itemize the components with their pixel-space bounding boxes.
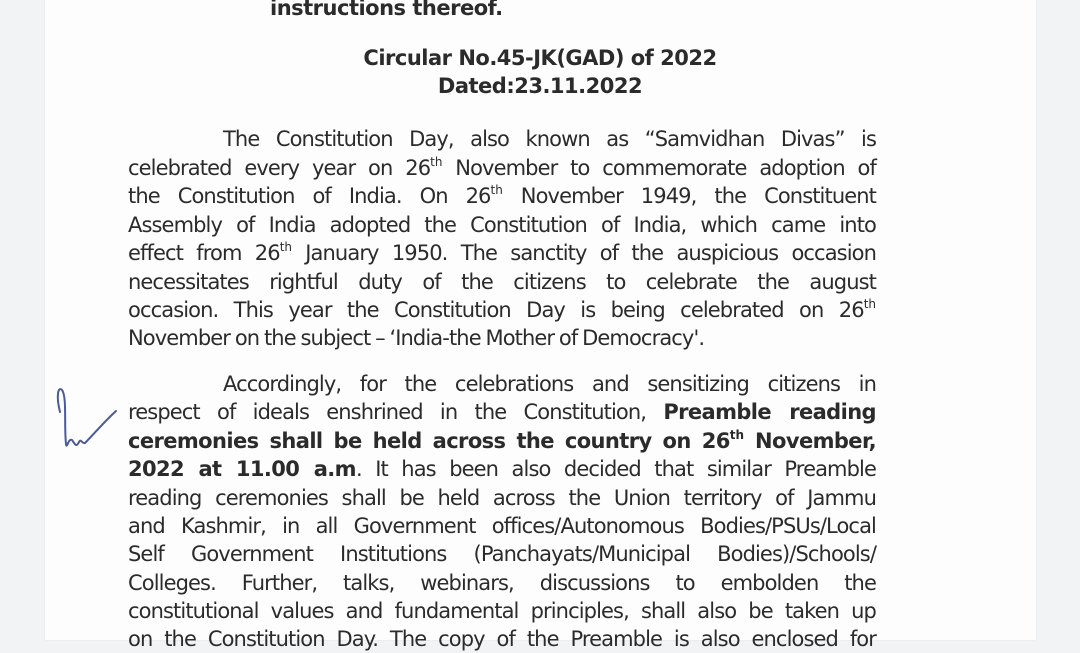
paragraph-2-line: Accordingly, for the celebrations and sensitizing citizens in (223, 372, 876, 396)
paragraph-1-line: necessitates rightful duty of the citizens to celebrate the august (128, 270, 876, 294)
paragraph-2-line: Self Government Institutions (Panchayats/Municipal Bodies)/Schools/ (128, 542, 876, 566)
circular-number: Circular No.45-JK(GAD) of 2022 (363, 46, 717, 70)
circular-date: Dated:23.11.2022 (437, 74, 643, 98)
paragraph-2-line: ceremonies shall be held across the country on 26th November, (128, 428, 876, 453)
handwritten-initials-icon (52, 386, 122, 454)
paragraph-2-line: constitutional values and fundamental principles, shall also be taken up (128, 599, 876, 623)
paragraph-2-line: Colleges. Further, talks, webinars, discussions to embolden the (128, 571, 876, 595)
paragraph-2-line: respect of ideals enshrined in the Constitution, Preamble reading (128, 400, 876, 424)
paragraph-2-line: reading ceremonies shall be held across the Union territory of Jammu (128, 486, 876, 510)
paragraph-1-line: celebrated every year on 26th November to commemorate adoption of (128, 155, 876, 180)
paragraph-1-line: The Constitution Day, also known as “Samvidhan Divas” is (223, 127, 876, 151)
paragraph-1-line: Assembly of India adopted the Constitution of India, which came into (128, 213, 876, 237)
paragraph-1-line: November on the subject – ‘India-the Mother of Democracy'. (128, 326, 705, 350)
paragraph-1-line: effect from 26th January 1950. The sanctity of the auspicious occasion (128, 240, 876, 265)
previous-text-fragment: instructions thereof. (270, 0, 503, 20)
paragraph-2-line: on the Constitution Day. The copy of the Preamble is also enclosed for (128, 627, 876, 651)
paragraph-2-line: and Kashmir, in all Government offices/Autonomous Bodies/PSUs/Local (128, 514, 876, 538)
paragraph-1-line: the Constitution of India. On 26th November 1949, the Constituent (128, 183, 877, 208)
paragraph-1-line: occasion. This year the Constitution Day is being celebrated on 26th (128, 297, 876, 322)
paragraph-2-line: 2022 at 11.00 a.m. It has been also decided that similar Preamble (128, 457, 876, 481)
